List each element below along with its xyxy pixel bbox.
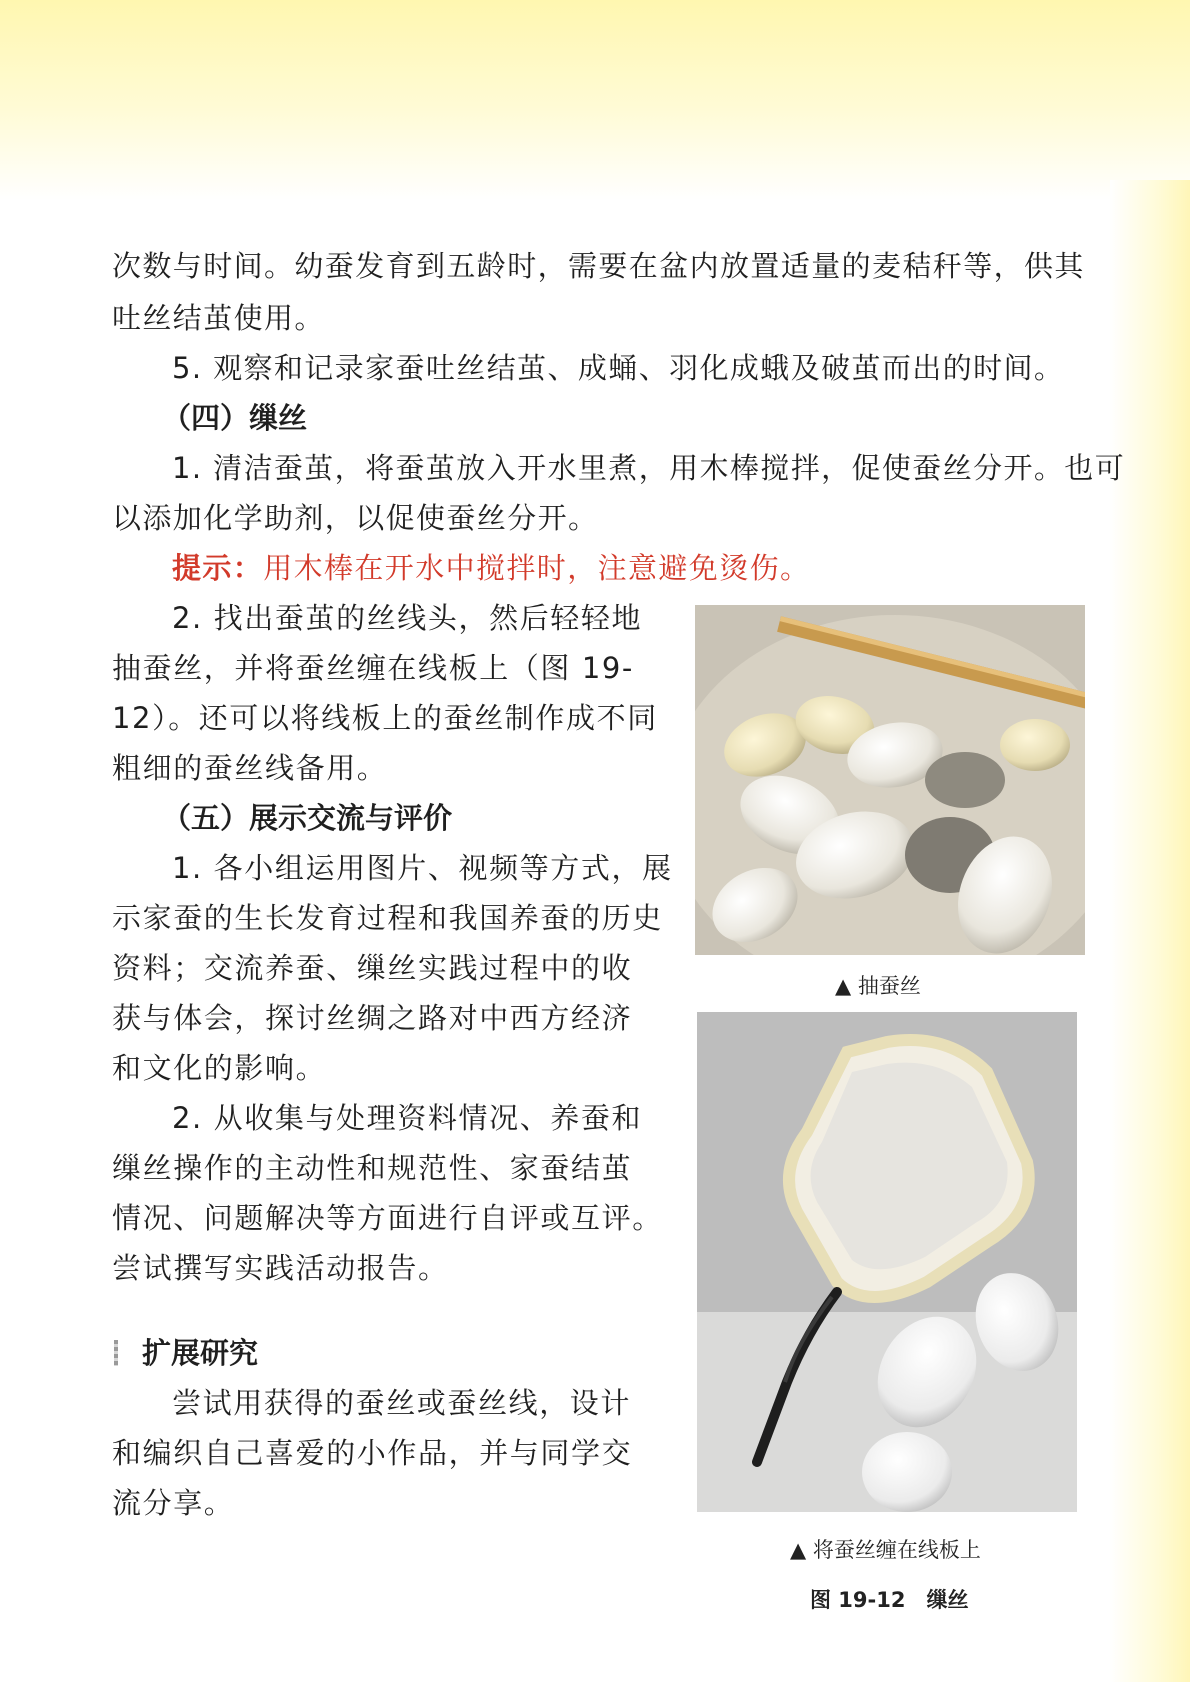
body-line-1: 次数与时间。幼蚕发育到五龄时，需要在盆内放置适量的麦秸秆等，供其 xyxy=(112,249,1085,283)
photo-drawing-silk xyxy=(695,605,1085,955)
extension-line-2: 和编织自己喜爱的小作品，并与同学交 xyxy=(112,1436,633,1470)
body-line-c11: 缫丝操作的主动性和规范性、家蚕结茧 xyxy=(112,1151,633,1185)
body-line-c12: 情况、问题解决等方面进行自评或互评。 xyxy=(112,1201,663,1235)
tip-text: 用木棒在开水中搅拌时，注意避免烫伤。 xyxy=(263,551,811,585)
body-line-c2: 抽蚕丝，并将蚕丝缠在线板上（图 19- xyxy=(112,651,634,685)
body-line-c4: 粗细的蚕丝线备用。 xyxy=(112,751,388,785)
extension-line-1: 尝试用获得的蚕丝或蚕丝线，设计 xyxy=(172,1386,632,1420)
extension-marker-icon xyxy=(114,1340,118,1366)
body-line-5: 1. 清洁蚕茧，将蚕茧放入开水里煮，用木棒搅拌，促使蚕丝分开。也可 xyxy=(172,451,1126,485)
body-line-c13: 尝试撰写实践活动报告。 xyxy=(112,1251,449,1285)
tip-label: 提示： xyxy=(172,551,264,585)
photo-caption-1: ▲ 抽蚕丝 xyxy=(835,974,921,998)
photo-silk-on-board xyxy=(697,1012,1077,1512)
section-heading-5: （五）展示交流与评价 xyxy=(162,801,453,835)
body-line-c8: 获与体会，探讨丝绸之路对中西方经济 xyxy=(112,1001,633,1035)
body-line-c9: 和文化的影响。 xyxy=(112,1051,327,1085)
body-line-c6: 示家蚕的生长发育过程和我国养蚕的历史 xyxy=(112,901,663,935)
body-line-3: 5. 观察和记录家蚕吐丝结茧、成蛹、羽化成蛾及破茧而出的时间。 xyxy=(172,351,1065,385)
extension-line-3: 流分享。 xyxy=(112,1486,235,1520)
tip-line xyxy=(172,548,810,588)
body-line-c7: 资料；交流养蚕、缫丝实践过程中的收 xyxy=(112,951,633,985)
body-line-c10: 2. 从收集与处理资料情况、养蚕和 xyxy=(172,1101,643,1135)
extension-heading: 扩展研究 xyxy=(142,1336,259,1370)
section-heading-4: （四）缫丝 xyxy=(162,401,308,435)
body-line-c5: 1. 各小组运用图片、视频等方式，展 xyxy=(172,851,673,885)
body-line-2: 吐丝结茧使用。 xyxy=(112,301,325,335)
photo-caption-2: ▲ 将蚕丝缠在线板上 xyxy=(790,1538,981,1562)
body-line-c1: 2. 找出蚕茧的丝线头，然后轻轻地 xyxy=(172,601,643,635)
figure-caption: 图 19-12 缫丝 xyxy=(810,1588,969,1612)
body-line-c3: 12）。还可以将线板上的蚕丝制作成不同 xyxy=(112,701,658,735)
body-line-6: 以添加化学助剂，以促使蚕丝分开。 xyxy=(112,501,599,535)
